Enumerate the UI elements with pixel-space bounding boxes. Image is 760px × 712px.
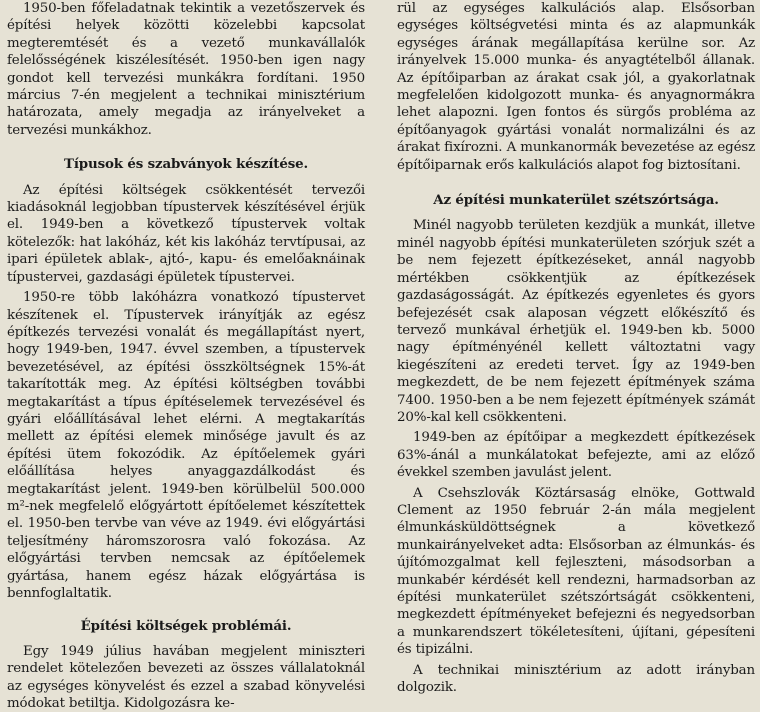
paragraph-continued: rül az egységes kalkulációs alap. Elsősorban egységes költségvetési minta és az alapmunkák egységes árának megállapítása kerülne sor. Az irányelvek 15.000 munka- és anyagtételből állanak. Az építőiparban az árakat csak jól, a gyakorlatnak megfelelően kidolgozott munka- és anyagnormákra lehet alapozni. Igen fontos és sürgős probléma az építőanyagok gyártási vonalát normalizálni és az árakat fixírozni. A munkanormák bevezetése az egész építőiparnak erős kalkulációs alapot fog biztosítani. <box>397 1 755 173</box>
paragraph-koltsegek: Egy 1949 július havában megjelent miniszteri rendelet kötelezően bevezeti az összes vállalatoknál az egységes könyvelést és ezzel a szabad könyvelési módokat betiltja. Kidolgozásra ke- <box>7 643 365 712</box>
paragraph-intro: 1950-ben főfeladatnak tekintik a vezetőszervek és építési helyek közötti közelebbi kapcsolat megteremtését és a vezető munkavállalók felelősségének kiszélesítését. 1950-ben igen nagy gondot kell tervezési munkákra fordítani. 1950 március 7-én megjelent a technikai minisztérium határozata, amely megadja az irányelveket a tervezési munkákhoz. <box>7 1 365 138</box>
heading-koltsegek: Építési költségek problémái. <box>80 618 292 635</box>
right-column <box>397 0 755 696</box>
paragraph-tipusok-2: 1950-re több lakóházra vonatkozó típustervet készítenek el. Típustervek irányítják az egész építkezés tervezési vonalát és megállapítást nyert, hogy 1949-ben, 1947. évvel szemben, a típustervek bevezetésével, az építési összköltségnek 15%-át takarították meg. Az építési költségben további megtakarítást a típus építéselemek tervezésével és gyári előállításával lehet elérni. A megtakarítás mellett az építési elemek minősége javult és az építési ütem fokozódik. Az építőelemek gyári előállítása helyes anyaggazdálkodást és megtakarítást jelent. 1949-ben körülbelül 500.000 m²-nek megfelelő előgyártott építőelemet készítettek el. 1950-ben tervbe van véve az 1949. évi előgyártási teljesítmény háromszorosra való fokozása. Az előgyártási tervben nemcsak az építőelemek gyártása, hanem egész házak előgyártása is bennfoglaltatik. <box>7 290 365 601</box>
paragraph-szetszortsag-3: A Csehszlovák Köztársaság elnöke, Gottwald Clement az 1950 február 2-án mála megjelent élmunkásküldöttségnek a következő munkairányelveket adta: Elsősorban az élmunkás- és újítómozgalmat kell fejleszteni, másodsorban a munkabér kérdését kell rendezni, harmadsorban az építési munkaterület szétszórtságát csökkenteni, megkezdett építményeket befejezni és negyedsorban a munkarendszert tökéletesíteni, újítani, gépesíteni és tipizálni. <box>397 485 755 658</box>
paragraph-szetszortsag-2: 1949-ben az építőipar a megkezdett építkezések 63%-ánál a munkálatokat befejezte, ami az előző évekkel szemben javulást jelent. <box>397 430 755 481</box>
paragraph-szetszortsag-1: Minél nagyobb területen kezdjük a munkát, illetve minél nagyobb építési munkaterületen szórjuk szét a be nem fejezett építkezéseket, annál nagyobb mértékben csökkentjük az építkezések gazdaságosságát. Az építkezés egyenletes és gyors befejezését csak alaposan végzett előkészítő és tervező munkával érhetjük el. 1949-ben kb. 5000 nagy építményénél kellett változtatni vagy kiegészíteni az eredeti tervet. Így az 1949-ben megkezdett, de be nem fejezett építmények száma 7400. 1950-ben a be nem fejezett építmények számát 20%-kal kell csökkenteni. <box>397 218 755 425</box>
heading-szetszortsag: Az építési munkaterület szétszórtsága. <box>433 192 719 209</box>
heading-tipusok: Típusok és szabványok készítése. <box>64 156 308 173</box>
paragraph-tipusok-1: Az építési költségek csökkentését tervezői kiadásoknál legjobban típustervek készítésével érjük el. 1949-ben a következő típustervek voltak kötelezők: hat lakóház, két kis lakóház tervtípusai, az ipari épületek ablak-, ajtó-, kapu- és emelőaknáinak típustervei, gazdasági épületek típustervei. <box>7 182 365 285</box>
left-column <box>7 0 365 712</box>
paragraph-szetszortsag-4: A technikai minisztérium az adott irányban dolgozik. <box>397 662 755 696</box>
